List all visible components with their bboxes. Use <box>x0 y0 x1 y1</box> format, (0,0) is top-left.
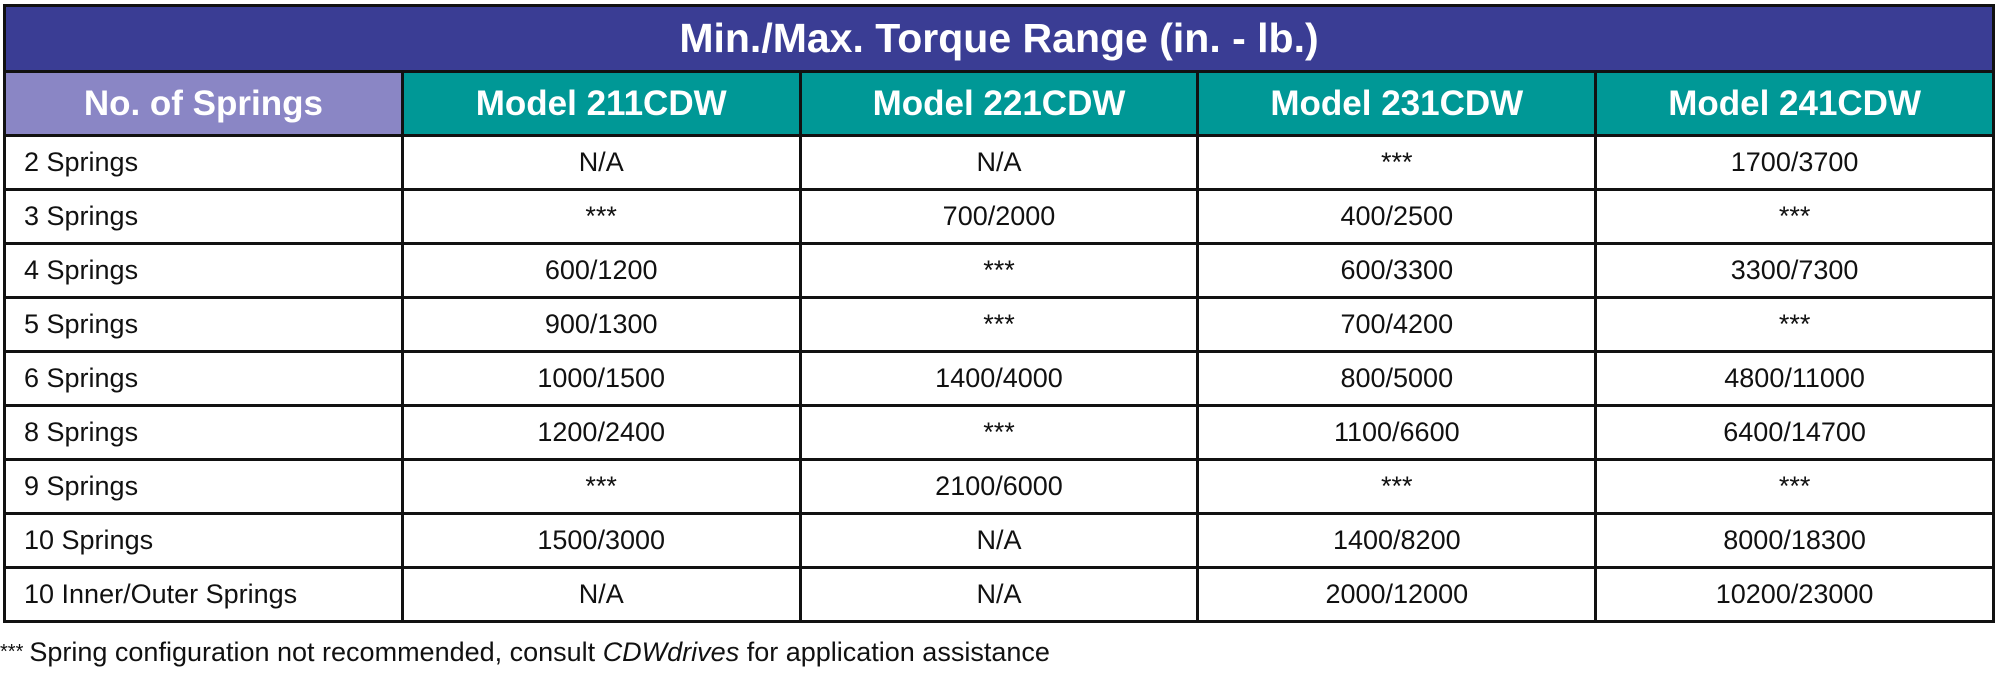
footnote-marker: *** <box>0 641 24 663</box>
row-label: 3 Springs <box>5 190 403 244</box>
table-cell: N/A <box>800 568 1198 622</box>
table-cell: 10200/23000 <box>1596 568 1994 622</box>
table-cell: 1700/3700 <box>1596 136 1994 190</box>
title-row <box>5 6 1994 72</box>
row-label: 10 Springs <box>5 514 403 568</box>
table-cell: *** <box>1596 460 1994 514</box>
table-cell: *** <box>1198 460 1596 514</box>
table-cell: 700/4200 <box>1198 298 1596 352</box>
table-cell: 600/3300 <box>1198 244 1596 298</box>
row-label: 2 Springs <box>5 136 403 190</box>
table-cell: 400/2500 <box>1198 190 1596 244</box>
table-cell: N/A <box>402 136 800 190</box>
table-cell: *** <box>800 298 1198 352</box>
table-cell: *** <box>402 460 800 514</box>
row-label: 8 Springs <box>5 406 403 460</box>
table-cell: 1400/8200 <box>1198 514 1596 568</box>
table-cell: 1100/6600 <box>1198 406 1596 460</box>
table-cell: 8000/18300 <box>1596 514 1994 568</box>
header-row <box>5 72 1994 136</box>
table-cell: 1000/1500 <box>402 352 800 406</box>
table-row <box>5 568 1994 622</box>
table-cell: *** <box>1596 190 1994 244</box>
footnote-brand: CDWdrives <box>602 637 740 667</box>
row-label: 6 Springs <box>5 352 403 406</box>
table-cell: 800/5000 <box>1198 352 1596 406</box>
row-label: 4 Springs <box>5 244 403 298</box>
table-cell: *** <box>402 190 800 244</box>
row-label: 5 Springs <box>5 298 403 352</box>
table-cell: 6400/14700 <box>1596 406 1994 460</box>
table-cell: 900/1300 <box>402 298 800 352</box>
table-row <box>5 460 1994 514</box>
header-model-241cdw: Model 241CDW <box>1596 72 1994 136</box>
table-cell: 2100/6000 <box>800 460 1198 514</box>
header-model-211cdw: Model 211CDW <box>402 72 800 136</box>
table-cell: N/A <box>800 514 1198 568</box>
footnote-text-after: for application assistance <box>739 637 1050 667</box>
table-cell: 700/2000 <box>800 190 1198 244</box>
table-cell: 1200/2400 <box>402 406 800 460</box>
table-row <box>5 136 1994 190</box>
table-row <box>5 352 1994 406</box>
header-model-221cdw: Model 221CDW <box>800 72 1198 136</box>
table-cell: N/A <box>800 136 1198 190</box>
header-no-of-springs: No. of Springs <box>5 72 403 136</box>
row-label: 10 Inner/Outer Springs <box>5 568 403 622</box>
table-cell: 3300/7300 <box>1596 244 1994 298</box>
table-cell: N/A <box>402 568 800 622</box>
table-cell: 1500/3000 <box>402 514 800 568</box>
table-cell: *** <box>1596 298 1994 352</box>
table-title: Min./Max. Torque Range (in. - lb.) <box>5 6 1994 72</box>
table-cell: 2000/12000 <box>1198 568 1596 622</box>
header-model-231cdw: Model 231CDW <box>1198 72 1596 136</box>
table-cell: *** <box>800 244 1198 298</box>
torque-range-table <box>3 4 1995 623</box>
table-cell: *** <box>1198 136 1596 190</box>
table-row <box>5 190 1994 244</box>
table-row <box>5 514 1994 568</box>
table-row <box>5 244 1994 298</box>
footnote <box>0 637 1050 668</box>
table-cell: 1400/4000 <box>800 352 1198 406</box>
table-cell: 600/1200 <box>402 244 800 298</box>
row-label: 9 Springs <box>5 460 403 514</box>
table-cell: 4800/11000 <box>1596 352 1994 406</box>
table-row <box>5 406 1994 460</box>
table-row <box>5 298 1994 352</box>
torque-range-table-container <box>3 4 1995 623</box>
footnote-text-before: Spring configuration not recommended, consult <box>29 637 603 667</box>
table-cell: *** <box>800 406 1198 460</box>
